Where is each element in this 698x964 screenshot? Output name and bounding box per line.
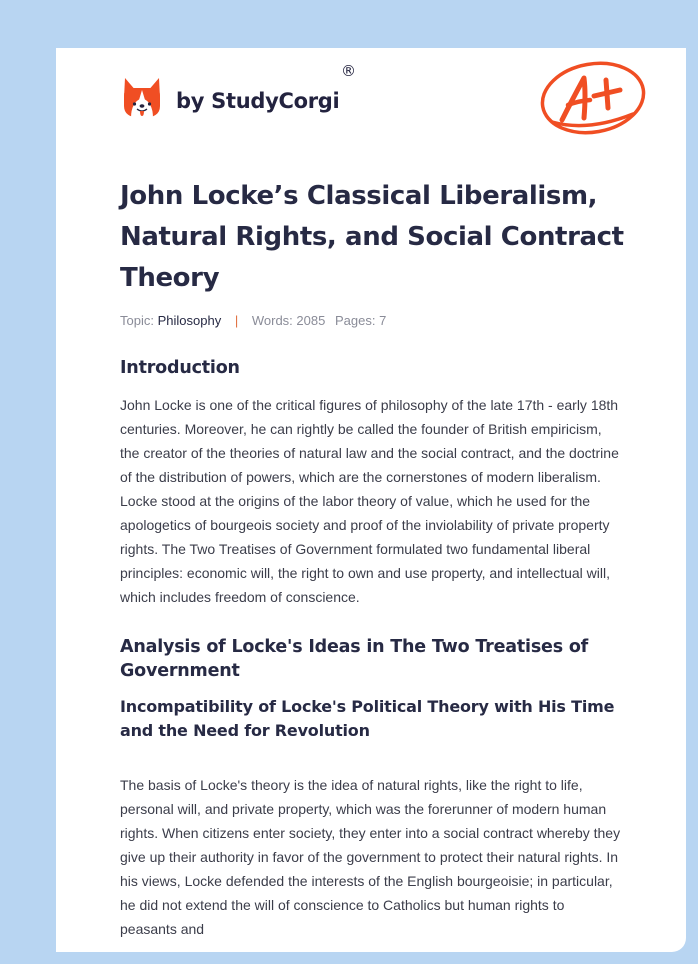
logo-text: by StudyCorgi bbox=[176, 89, 340, 113]
registered-mark: ® bbox=[341, 62, 356, 80]
subsection-heading-incompatibility: Incompatibility of Locke's Political Theory with His Time and the Need for Revolution bbox=[120, 697, 615, 740]
words-count: 2085 bbox=[296, 313, 326, 328]
topic-label: Topic: bbox=[120, 313, 154, 328]
article-content bbox=[120, 176, 640, 941]
corgi-icon bbox=[122, 76, 162, 120]
analysis-paragraph: The basis of Locke's theory is the idea of natural rights, like the right to life, personal will, and private property, which was the forerunner of modern human rights. When citizens enter society, they enter into a social contract whereby they give up their authority in favor of the government to protect their natural rights. In his views, Locke defended the interests of the English bourgeoisie; in particular, he did not extend the will of conscience to Catholics but human rights to peasants and bbox=[120, 777, 621, 937]
studycorgi-logo[interactable] bbox=[122, 76, 339, 120]
a-plus-grade-icon bbox=[538, 60, 648, 140]
article-title: John Locke’s Classical Liberalism, Natural Rights, and Social Contract Theory bbox=[120, 181, 624, 293]
topic-link[interactable]: Philosophy bbox=[157, 313, 222, 328]
pages-label: Pages: bbox=[334, 313, 376, 328]
document-card bbox=[56, 48, 686, 952]
introduction-paragraph: John Locke is one of the critical figures of philosophy of the late 17th - early 18th centuries. Moreover, he can rightly be called the founder of British empiricism, the creator of the theories of natural law and the social contract, and the doctrine of the distribution of powers, which are the cornerstones of modern liberalism. Locke stood at the origins of the labor theory of value, which he used for the apologetics of bourgeois society and proof of the inviolability of private property rights. The Two Treatises of Government formulated two fundamental liberal principles: economic will, the right to own and use property, and intellectual will, which includes freedom of conscience. bbox=[120, 397, 619, 605]
section-heading-introduction: Introduction bbox=[120, 358, 240, 378]
meta-separator: | bbox=[234, 313, 239, 328]
article-meta bbox=[120, 311, 640, 331]
words-label: Words: bbox=[251, 313, 293, 328]
document-header bbox=[56, 48, 686, 168]
pages-count: 7 bbox=[379, 313, 387, 328]
section-heading-analysis: Analysis of Locke's Ideas in The Two Treatises of Government bbox=[120, 637, 589, 681]
